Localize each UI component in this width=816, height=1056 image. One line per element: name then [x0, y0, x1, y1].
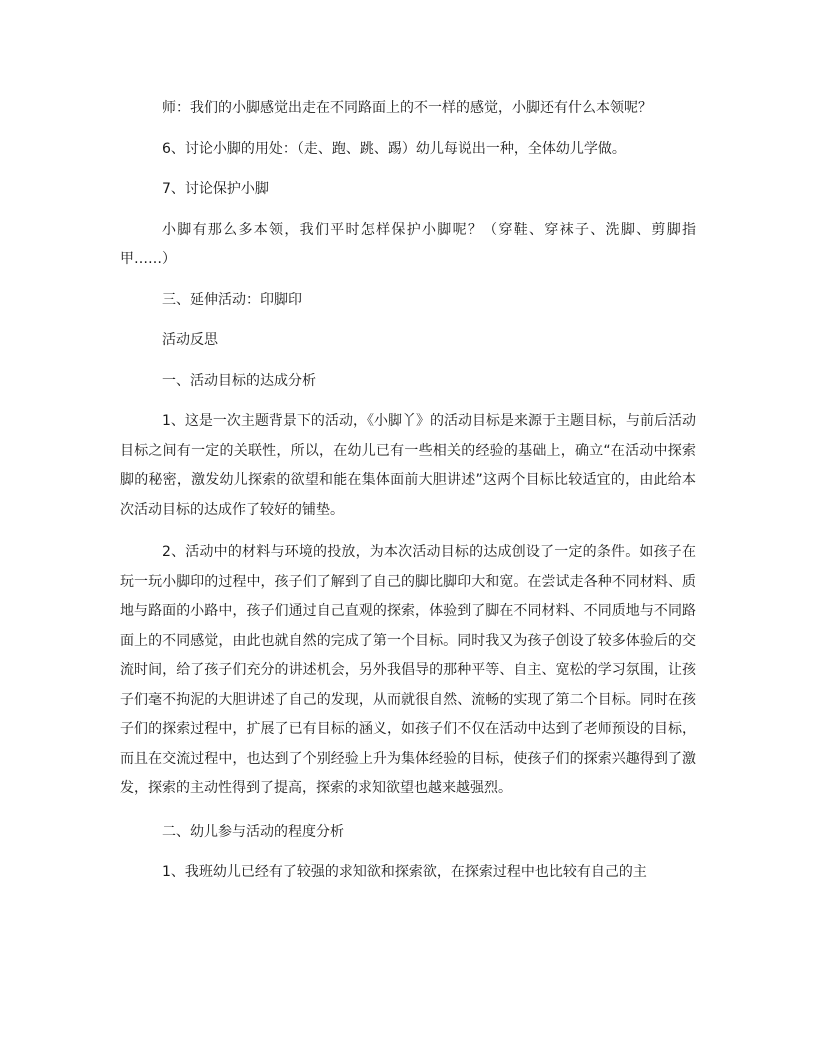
paragraph-teacher-question: 师：我们的小脚感觉出走在不同路面上的不一样的感觉，小脚还有什么本领呢？ [162, 100, 652, 116]
paragraph-protect-feet-question: 小脚有那么多本领，我们平时怎样保护小脚呢？（穿鞋、穿袜子、洗脚、剪脚指甲……） [120, 221, 696, 267]
paragraph-protect-feet-heading: 7、讨论保护小脚 [162, 181, 269, 197]
document-body [120, 94, 696, 888]
paragraph-extension-activity: 三、延伸活动：印脚印 [162, 291, 302, 308]
paragraph-goal-analysis-1: 1、这是一次主题背景下的活动，《小脚丫》的活动目标是来源于主题目标，与前后活动目标之间有一定的关联性，所以，在幼儿已有一些相关的经验的基础上，确立“在活动中探索脚的秘密，激发幼儿探索的欲望和能在集体面前大胆讲述”这两个目标比较适宜的，由此给本次活动目标的达成作了较好的铺垫。 [120, 413, 696, 518]
paragraph-participation-heading: 二、幼儿参与活动的程度分析 [162, 823, 344, 840]
paragraph-goal-analysis-2: 2、活动中的材料与环境的投放，为本次活动目标的达成创设了一定的条件。如孩子在玩一玩小脚印的过程中，孩子们了解到了自己的脚比脚印大和宽。在尝试走各种不同材料、质地与路面的小路中，孩子们通过自己直观的探索，体验到了脚在不同材料、不同质地与不同路面上的不同感觉，由此也就自然的完成了第一个目标。同时我又为孩子创设了较多体验后的交流时间，给了孩子们充分的讲述机会，另外我倡导的那种平等、自主、宽松的学习氛围，让孩子们毫不拘泥的大胆讲述了自己的发现，从而就很自然、流畅的实现了第二个目标。同时在孩子们的探索过程中，扩展了已有目标的涵义，如孩子们不仅在活动中达到了老师预设的目标，而且在交流过程中，也达到了个别经验上升为集体经验的目标，使孩子们的探索兴趣得到了激发，探索的主动性得到了提高，探索的求知欲望也越来越强烈。 [120, 544, 696, 796]
paragraph-reflection-title: 活动反思 [162, 332, 218, 348]
paragraph-goal-analysis-heading: 一、活动目标的达成分析 [162, 372, 316, 389]
paragraph-participation-1: 1、我班幼儿已经有了较强的求知欲和探索欲，在探索过程中也比较有自己的主 [162, 864, 647, 880]
paragraph-discuss-foot-uses: 6、讨论小脚的用处：（走、跑、跳、踢）幼儿每说出一种，全体幼儿学做。 [162, 140, 626, 157]
